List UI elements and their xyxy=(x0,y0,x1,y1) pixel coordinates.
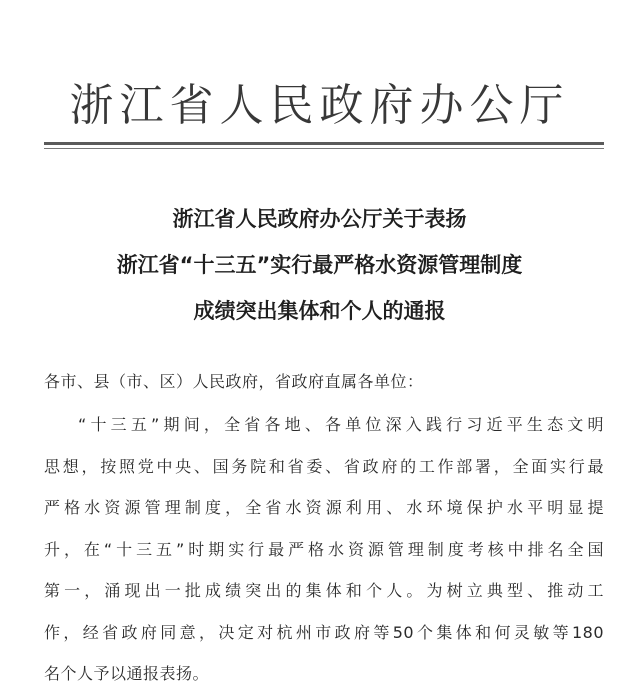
paragraph-line: 名个人予以通报表扬。 xyxy=(44,664,210,683)
title-line: 浙江省人民政府办公厅关于表扬 xyxy=(172,207,467,231)
document-title xyxy=(0,196,639,334)
masthead-rule-thin xyxy=(44,148,604,149)
paragraph-line: 第一，涌现出一批成绩突出的集体和个人。为树立典型、推动工 xyxy=(44,581,604,600)
issuer-masthead: 浙江省人民政府办公厅 xyxy=(69,80,570,131)
paragraph-line: “十三五”期间，全省各地、各单位深入践行习近平生态文明 xyxy=(78,415,604,434)
salutation: 各市、县（市、区）人民政府，省政府直属各单位： xyxy=(44,372,424,391)
paragraph-line: 作，经省政府同意，决定对杭州市政府等50个集体和何灵敏等180 xyxy=(44,622,604,642)
title-line: 成绩突出集体和个人的通报 xyxy=(193,299,446,323)
document-body xyxy=(44,364,604,695)
title-line: 浙江省“十三五”实行最严格水资源管理制度 xyxy=(116,253,523,277)
paragraph-line: 严格水资源管理制度，全省水资源利用、水环境保护水平明显提 xyxy=(44,498,604,517)
masthead-rule-thick xyxy=(44,142,604,145)
paragraph-line: 思想，按照党中央、国务院和省委、省政府的工作部署，全面实行最 xyxy=(44,456,604,476)
paragraph-line: 升，在“十三五”时期实行最严格水资源管理制度考核中排名全国 xyxy=(44,539,604,559)
